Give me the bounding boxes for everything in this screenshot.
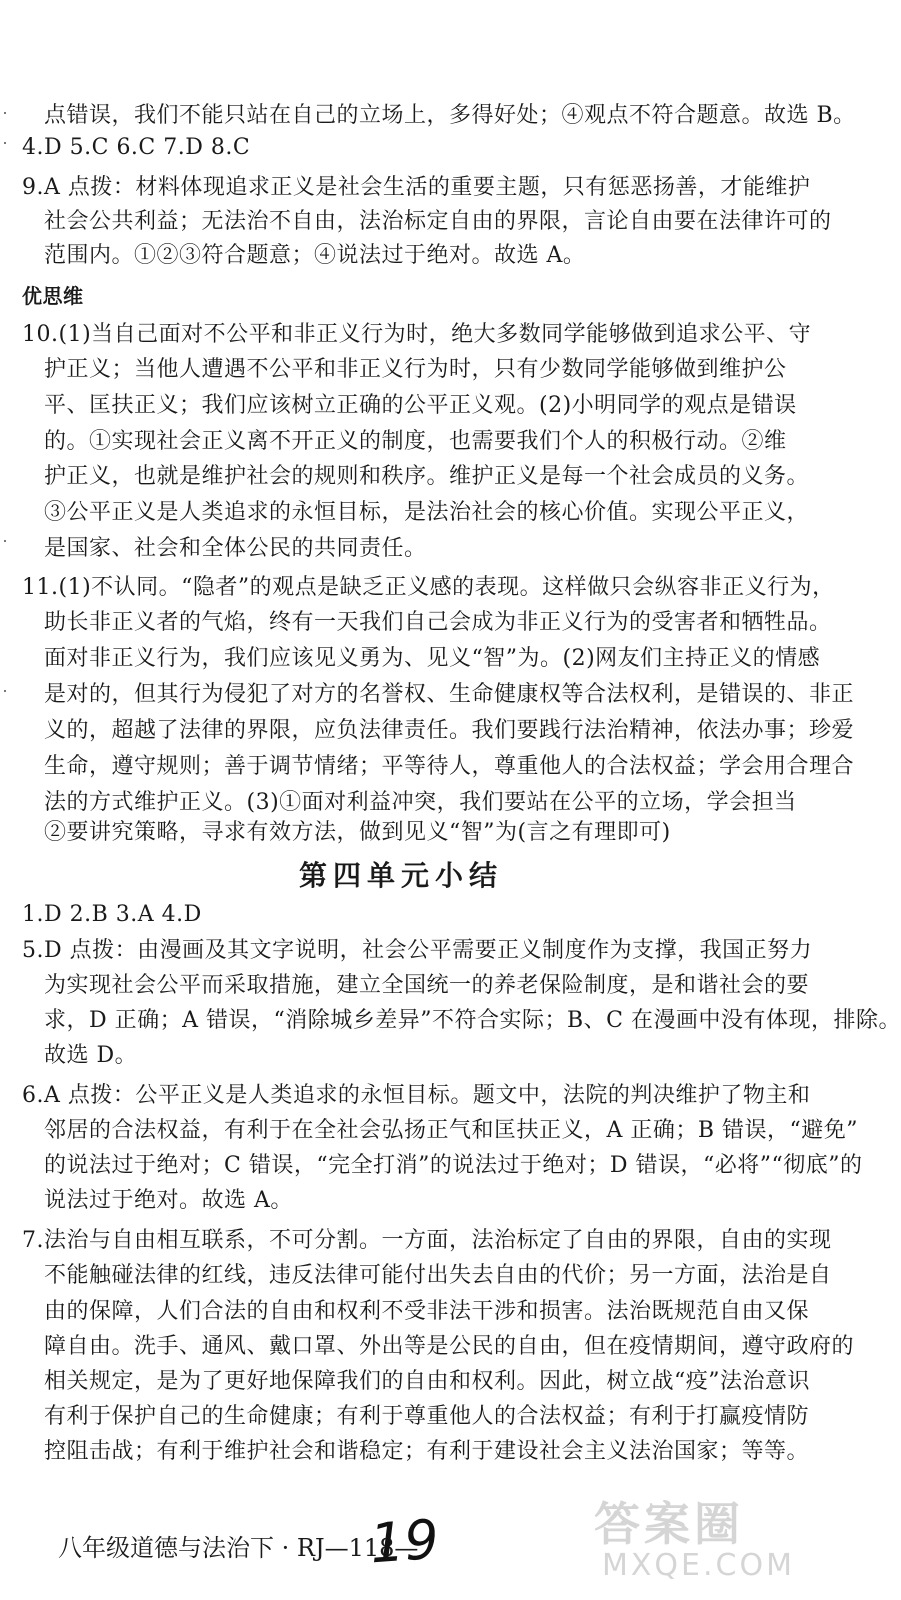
text-line: 说法过于绝对。故选 A。	[44, 1188, 293, 1213]
text-line: 护正义，也就是维护社会的规则和秩序。维护正义是每一个社会成员的义务。	[44, 464, 810, 489]
text-line: 7.法治与自由相互联系，不可分割。一方面，法治标定了自由的界限，自由的实现	[22, 1228, 832, 1253]
watermark-url: MXQE.COM	[602, 1548, 795, 1583]
scan-dot	[4, 142, 6, 144]
text-line: 相关规定，是为了更好地保障我们的自由和权利。因此，树立战“疫”法治意识	[44, 1369, 810, 1394]
text-line: 1.D 2.B 3.A 4.D	[22, 902, 202, 927]
handwritten-page-number: 19	[367, 1507, 441, 1576]
text-line: 求，D 正确；A 错误，“消除城乡差异”不符合实际；B、C 在漫画中没有体现，排除。	[44, 1008, 901, 1033]
text-line: 11.(1)不认同。“隐者”的观点是缺乏正义感的表现。这样做只会纵容非正义行为，	[22, 575, 835, 600]
text-line: ③公平正义是人类追求的永恒目标，是法治社会的核心价值。实现公平正义，	[44, 500, 810, 525]
text-line: 5.D 点拨：由漫画及其文字说明，社会公平需要正义制度作为支撑，我国正努力	[22, 938, 813, 963]
text-line: 是国家、社会和全体公民的共同责任。	[44, 536, 427, 561]
text-line: 邻居的合法权益，有利于在全社会弘扬正气和匡扶正义，A 正确；B 错误，“避免”	[44, 1118, 859, 1143]
text-line: 生命，遵守规则；善于调节情绪；平等待人，尊重他人的合法权益；学会用合理合	[44, 754, 855, 779]
text-line: 障自由。洗手、通风、戴口罩、外出等是公民的自由，但在疫情期间，遵守政府的	[44, 1334, 855, 1359]
text-line: 不能触碰法律的红线，违反法律可能付出失去自由的代价；另一方面，法治是自	[44, 1263, 832, 1288]
text-line: 护正义；当他人遭遇不公平和非正义行为时，只有少数同学能够做到维护公	[44, 357, 787, 382]
text-line: 社会公共利益；无法治不自由，法治标定自由的界限，言论自由要在法律许可的	[44, 209, 832, 234]
watermark-text: 答案圈	[594, 1497, 744, 1551]
text-line: 范围内。①②③符合题意；④说法过于绝对。故选 A。	[44, 243, 586, 268]
text-line: 义的，超越了法律的界限，应负法律责任。我们要践行法治精神，依法办事；珍爱	[44, 718, 855, 743]
section-heading: 优思维	[22, 284, 84, 308]
unit-title: 第四单元小结	[298, 859, 503, 892]
scan-dot	[4, 690, 6, 692]
text-line: 故选 D。	[44, 1043, 138, 1068]
scan-dot	[4, 540, 6, 542]
text-line: ②要讲究策略，寻求有效方法，做到见义“智”为(言之有理即可)	[44, 820, 671, 845]
watermark-logo	[564, 1484, 794, 1594]
text-line: 10.(1)当自己面对不公平和非正义行为时，绝大多数同学能够做到追求公平、守	[22, 322, 812, 347]
text-line: 平、匡扶正义；我们应该树立正确的公平正义观。(2)小明同学的观点是错误	[44, 393, 797, 418]
text-line: 4.D 5.C 6.C 7.D 8.C	[22, 135, 251, 160]
text-line: 控阻击战；有利于维护社会和谐稳定；有利于建设社会主义法治国家；等等。	[44, 1439, 810, 1464]
text-line: 由的保障，人们合法的自由和权利不受非法干涉和损害。法治既规范自由又保	[44, 1299, 810, 1324]
text-line: 面对非正义行为，我们应该见义勇为、见义“智”为。(2)网友们主持正义的情感	[44, 646, 821, 671]
text-line: 为实现社会公平而采取措施，建立全国统一的养老保险制度，是和谐社会的要	[44, 973, 810, 998]
text-line: 点错误，我们不能只站在自己的立场上，多得好处；④观点不符合题意。故选 B。	[44, 103, 856, 128]
text-line: 有利于保护自己的生命健康；有利于尊重他人的合法权益；有利于打赢疫情防	[44, 1404, 810, 1429]
text-line: 的。①实现社会正义离不开正义的制度，也需要我们个人的积极行动。②维	[44, 429, 787, 454]
text-line: 法的方式维护正义。(3)①面对利益冲突，我们要站在公平的立场，学会担当	[44, 790, 797, 815]
text-line: 助长非正义者的气焰，终有一天我们自己会成为非正义行为的受害者和牺牲品。	[44, 610, 832, 635]
text-line: 是对的，但其行为侵犯了对方的名誉权、生命健康权等合法权利，是错误的、非正	[44, 682, 855, 707]
text-line: 6.A 点拨：公平正义是人类追求的永恒目标。题文中，法院的判决维护了物主和	[22, 1083, 811, 1108]
page-footer: 八年级道德与法治下 · RJ—118—	[58, 1534, 419, 1562]
scan-dot	[4, 112, 6, 114]
text-line: 9.A 点拨：材料体现追求正义是社会生活的重要主题，只有惩恶扬善，才能维护	[22, 175, 811, 200]
text-line: 的说法过于绝对；C 错误，“完全打消”的说法过于绝对；D 错误，“必将”“彻底”的	[44, 1153, 863, 1178]
